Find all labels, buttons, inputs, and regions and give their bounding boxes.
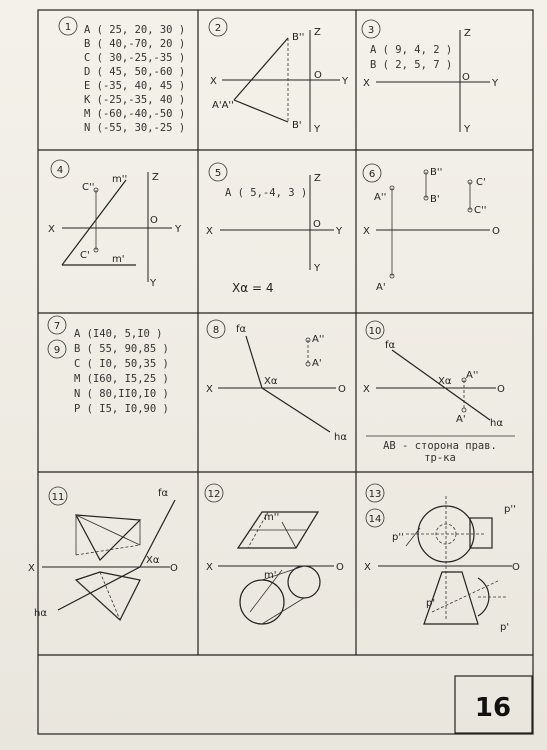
point-coords: E (-35, 40, 45 ) (84, 80, 186, 92)
point-label: A'' (312, 334, 325, 345)
trace-label: hα (490, 418, 503, 429)
task-number: 9 (53, 345, 61, 356)
point-coords: B ( 40,-70, 20 ) (84, 38, 186, 50)
point-label: B'' (292, 32, 305, 43)
z-label: Z (314, 27, 321, 38)
cylinder-base-circle (288, 566, 320, 598)
origin-label: O (150, 215, 158, 226)
task-number: 7 (53, 321, 61, 332)
point-label: C'' (474, 205, 487, 216)
cell-10 (363, 321, 515, 464)
point-label: A'' (374, 192, 387, 203)
line-label: p' (426, 598, 436, 609)
x-label: X (48, 224, 55, 235)
cell-7-9 (48, 316, 169, 415)
x-label: X (206, 226, 213, 237)
point-coords: A (I40, 5,I0 ) (74, 328, 163, 340)
point-coords: N ( 80,II0,I0 ) (74, 388, 169, 400)
y-label-bottom: Y (314, 124, 321, 135)
z-label: Z (152, 172, 159, 183)
point-label: C'' (82, 182, 95, 193)
cell-6 (363, 164, 500, 293)
point-coords: C ( 30,-25,-35 ) (84, 52, 186, 64)
line-m (282, 522, 296, 548)
prism-edge (76, 580, 120, 620)
trace-label: fα (385, 340, 396, 351)
task-number: 4 (56, 165, 64, 176)
point-coords: M (I60, I5,25 ) (74, 373, 169, 385)
cell-8 (206, 320, 347, 443)
trace-label: fα (158, 488, 169, 499)
point-coords: A ( 25, 20, 30 ) (84, 24, 186, 36)
cell-11 (28, 487, 178, 620)
frontal-trace (246, 336, 262, 388)
y-label: Y (336, 226, 343, 237)
cell-3 (362, 20, 499, 135)
y-label: Y (175, 224, 182, 235)
origin-label: O (497, 384, 505, 395)
cell-12 (205, 484, 344, 624)
origin-label: O (462, 72, 470, 83)
x-label: X (206, 384, 213, 395)
cylinder-edge (262, 598, 304, 624)
y-label: Y (492, 78, 499, 89)
y-label-bottom: Y (464, 124, 471, 135)
point-coords: P ( I5, I0,90 ) (74, 403, 169, 415)
line-label: m'' (264, 512, 280, 523)
point-coords: A ( 9, 4, 2 ) (370, 44, 453, 56)
line-label: p'' (504, 504, 516, 515)
origin-label: O (314, 70, 322, 81)
point-label: B' (292, 120, 302, 131)
segment-horizontal (234, 100, 288, 122)
vanishing-point-label: Xα (264, 376, 278, 387)
origin-label: O (512, 562, 520, 573)
point-label: C' (80, 250, 90, 261)
x-label: X (363, 226, 370, 237)
task-number: 10 (368, 326, 382, 337)
point-mark (462, 408, 466, 412)
point-label: A'A'' (212, 100, 234, 111)
line-label: m' (264, 570, 277, 581)
segment-frontal (234, 38, 288, 100)
trace-label: fα (236, 324, 247, 335)
point-label: A' (312, 358, 322, 369)
z-label: Z (314, 173, 321, 184)
task-number: 14 (368, 514, 382, 525)
origin-label: O (313, 219, 321, 230)
horizontal-trace (262, 388, 330, 432)
origin-label: O (338, 384, 346, 395)
line-label: m' (112, 254, 125, 265)
line-label: m'' (112, 174, 128, 185)
x-label: X (28, 563, 35, 574)
x-label: X (364, 562, 371, 573)
point-list (84, 24, 185, 134)
page-number: 16 (474, 693, 512, 723)
point-label: B' (430, 194, 440, 205)
cylinder-base-circle (240, 580, 284, 624)
origin-label: O (170, 563, 178, 574)
x-alpha-value: Xα = 4 (232, 281, 274, 295)
body-rect (470, 518, 492, 548)
origin-label: O (492, 226, 500, 237)
cell-13-14 (364, 484, 520, 633)
point-list (74, 328, 169, 415)
x-label: X (206, 562, 213, 573)
line-label: p'' (392, 532, 404, 543)
point-coords: B ( 2, 5, 7 ) (370, 59, 453, 71)
point-coords: D ( 45, 50,-60 ) (84, 66, 186, 78)
cell-1 (59, 17, 185, 134)
trace-label: hα (334, 432, 347, 443)
hidden-edge (76, 545, 140, 555)
point-coords: N (-55, 30,-25 ) (84, 122, 186, 134)
point-coords: B ( 55, 90,85 ) (74, 343, 169, 355)
point-label: A' (376, 282, 386, 293)
vanishing-point-label: Xα (438, 376, 452, 387)
trace-label: hα (34, 608, 47, 619)
task-number: 5 (214, 168, 222, 179)
point-label: C' (476, 177, 486, 188)
z-label: Z (464, 28, 471, 39)
task-number: 3 (367, 25, 375, 36)
x-label: X (363, 384, 370, 395)
line-label: p' (500, 622, 510, 633)
cell-2 (209, 18, 349, 135)
point-coords: K (-25,-35, 40 ) (84, 94, 186, 106)
y-label-bottom: Y (150, 278, 157, 289)
task-number: 8 (212, 325, 220, 336)
cell-5 (206, 163, 343, 295)
point-label: A' (456, 414, 466, 425)
task-number: 11 (51, 492, 65, 503)
x-label: X (210, 76, 217, 87)
task-note: AB - сторона прав. (383, 440, 497, 452)
task-number: 12 (207, 489, 221, 500)
task-note: тр-ка (424, 452, 456, 464)
point-coords: A ( 5,-4, 3 ) (225, 187, 308, 199)
vanishing-point-label: Xα (146, 555, 160, 566)
y-label-bottom: Y (314, 263, 321, 274)
origin-label: O (336, 562, 344, 573)
task-number: 1 (64, 22, 72, 33)
task-number: 13 (368, 489, 382, 500)
prism-frontal-face (76, 515, 140, 560)
point-coords: M (-60,-40,-50 ) (84, 108, 186, 120)
task-number: 2 (214, 23, 222, 34)
task-number: 6 (368, 169, 376, 180)
point-label: A'' (466, 370, 479, 381)
point-coords: C ( I0, 50,35 ) (74, 358, 169, 370)
cell-4 (48, 160, 182, 289)
y-label: Y (342, 76, 349, 87)
point-label: B'' (430, 167, 443, 178)
x-label: X (363, 78, 370, 89)
